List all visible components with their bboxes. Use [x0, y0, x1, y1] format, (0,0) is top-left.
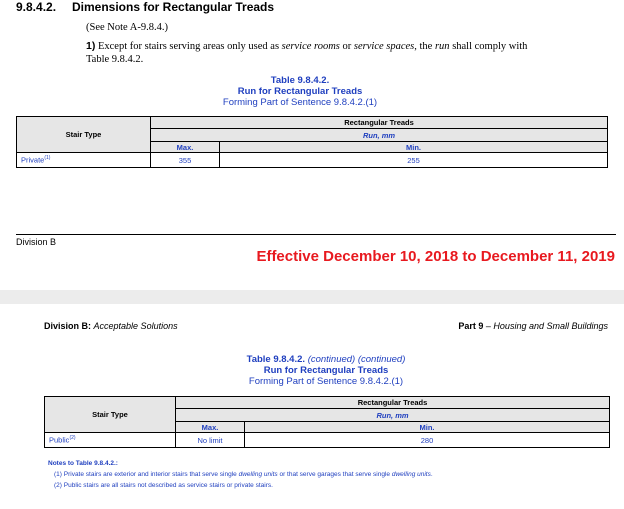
division-label: Division B: [16, 237, 57, 247]
table-sentence-ref: Forming Part of Sentence 9.8.4.2.(1): [248, 376, 404, 387]
table-reference-link[interactable]: Table 9.8.4.2.: [86, 54, 144, 65]
table-title: Run for Rectangular Treads: [263, 365, 389, 376]
rectangular-treads-header: Rectangular Treads: [151, 117, 608, 129]
row-stair-type: [17, 153, 151, 168]
document-page-2: [0, 304, 624, 509]
notes-title: Notes to Table 9.8.4.2.:: [48, 460, 118, 467]
table-title: Run for Rectangular Treads: [237, 86, 363, 97]
run-mm-header: Run, mm: [176, 409, 610, 422]
table-caption-continued: [176, 354, 476, 387]
table-row: [45, 433, 610, 448]
division-name: Division B:: [44, 321, 92, 331]
term-dwelling-units[interactable]: dwelling units: [238, 471, 278, 478]
term-service-rooms[interactable]: service rooms: [281, 41, 340, 52]
row-min: 255: [220, 153, 608, 168]
term-run[interactable]: run: [434, 41, 450, 52]
sentence-1: [86, 40, 556, 66]
row-min: 280: [245, 433, 610, 448]
page-header-division: [44, 321, 178, 331]
page-header-part: [458, 321, 608, 331]
section-number: 9.8.4.2.: [16, 0, 57, 14]
stair-type-header: Stair Type: [17, 117, 151, 153]
public-stairs-link[interactable]: Public: [49, 435, 70, 445]
row-stair-type: [45, 433, 176, 448]
stair-type-header: Stair Type: [45, 397, 176, 433]
note-1-text-b: or that serve garages that serve single: [279, 471, 391, 478]
sentence-number: 1): [86, 40, 96, 52]
term-service-spaces[interactable]: service spaces: [353, 41, 415, 52]
max-header: Max.: [176, 422, 245, 433]
private-stairs-link[interactable]: Private: [21, 155, 45, 165]
effective-date-banner: Effective December 10, 2018 to December 11, 2019: [256, 248, 615, 265]
sentence-text-a: Except for stairs serving areas only used as: [97, 41, 280, 52]
min-header: Min.: [245, 422, 610, 433]
run-table: [16, 116, 608, 168]
note-ref[interactable]: (1): [44, 155, 51, 162]
note-ref[interactable]: (2): [69, 435, 76, 442]
run-table-continued: [44, 396, 610, 448]
note-2: (2) Public stairs are all stairs not described as service stairs or private stairs.: [54, 482, 273, 489]
footer-divider: [16, 234, 616, 235]
rectangular-treads-header: Rectangular Treads: [176, 397, 610, 409]
section-title: Dimensions for Rectangular Treads: [72, 0, 275, 14]
table-number: Table 9.8.4.2.: [270, 75, 330, 86]
note-1: [54, 471, 433, 478]
term-dwelling-units[interactable]: dwelling units: [391, 471, 431, 478]
page-gap: [0, 290, 624, 304]
sentence-text-b: or: [342, 41, 352, 52]
min-header: Min.: [220, 142, 608, 153]
table-row: [17, 153, 608, 168]
note-1-text-a: (1) Private stairs are exterior and interior stairs that serve single: [54, 471, 237, 478]
division-title: Acceptable Solutions: [93, 321, 178, 331]
sentence-text-c: , the: [414, 41, 433, 52]
table-number: Table 9.8.4.2.: [246, 354, 306, 365]
note-1-text-c: .: [430, 471, 433, 478]
part-number: Part 9: [458, 321, 484, 331]
max-header: Max.: [151, 142, 220, 153]
table-caption: [150, 75, 450, 108]
row-max: No limit: [176, 433, 245, 448]
run-mm-header: Run, mm: [151, 129, 608, 142]
sentence-text-d: shall comply with: [452, 41, 528, 52]
part-title: – Housing and Small Buildings: [485, 321, 608, 331]
row-max: 355: [151, 153, 220, 168]
continued-label: (continued) (continued): [307, 354, 406, 365]
see-note: (See Note A-9.8.4.): [86, 22, 168, 33]
section-heading: [16, 0, 274, 14]
table-sentence-ref: Forming Part of Sentence 9.8.4.2.(1): [222, 97, 378, 108]
